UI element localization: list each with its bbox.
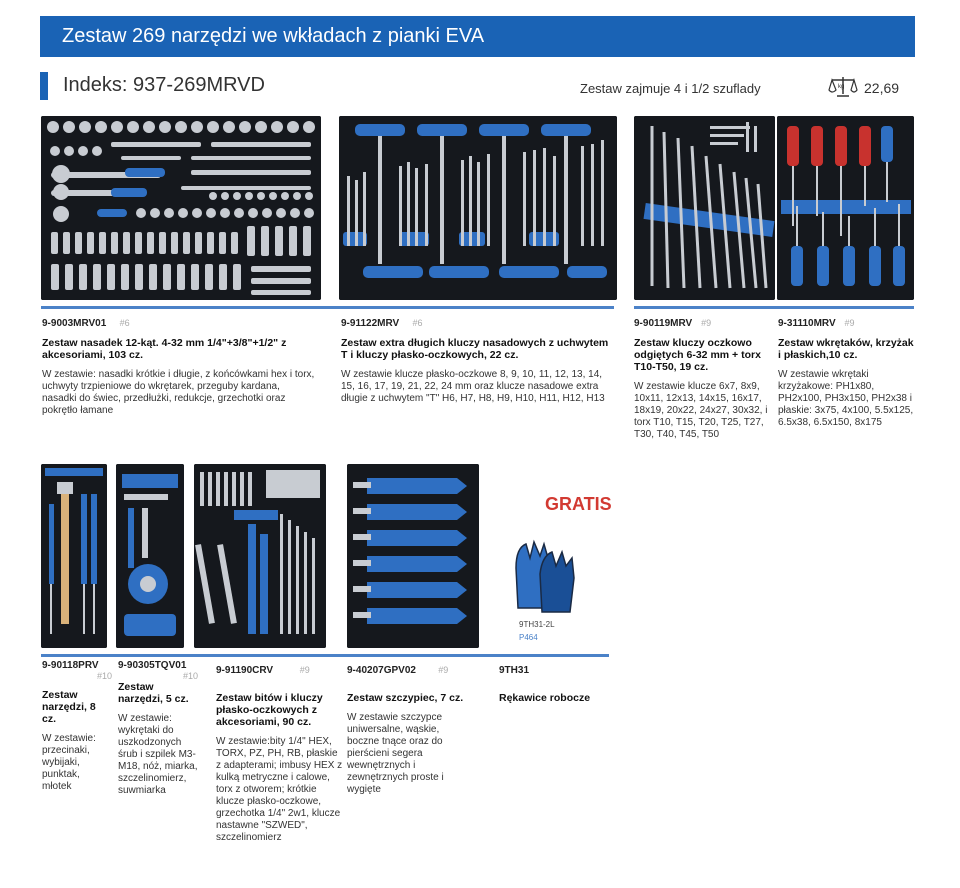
tray-image-screwdrivers (777, 116, 914, 300)
product-code: 9-91122MRV (341, 318, 400, 329)
title-bar (40, 16, 915, 57)
product-title: Zestaw extra długich kluczy nasadowych z uchwytem T i kluczy płasko-oczkowych, 22 cz. (341, 337, 609, 361)
product-title: Zestaw bitów i kluczy płasko-oczkowych z akcesoriami, 90 cz. (216, 692, 323, 728)
tray-image-bits-set (194, 464, 326, 648)
product-title: Zestaw wkrętaków, krzyżak i płaskich,10 cz. (778, 337, 914, 361)
product-code: 9-90119MRV (634, 318, 693, 329)
product-code: 9-9003MRV01 (42, 318, 107, 329)
index-marker (40, 72, 48, 100)
product-number: #6 (412, 318, 423, 328)
product-description: W zestawie wkrętaki krzyżakowe: PH1x80, PH2x100, PH3x150, PH2x38 i płaskie: 3x75, 4x100, 5.5x125, 6.5x38, 6.5x150, 8x175 (778, 369, 914, 428)
glove-code: 9TH31-2L (519, 620, 555, 629)
rule-top-left (41, 306, 614, 309)
index-label: Indeks: 937-269MRVD (63, 74, 265, 96)
product-description: W zestawie: nasadki krótkie i długie, z końcówkami hex i torx, uchwyty trzpieniowe do wkrętarek, przeguby kardana, nasadki do świec, przedłużki, redukcje, grzechotki oraz pokrętło łamane (42, 369, 315, 416)
product-number: #9 (701, 318, 712, 328)
product-number: #10 (96, 671, 112, 681)
weight-scale-icon (828, 74, 858, 100)
gloves-image (512, 538, 578, 618)
product-9TH31 (499, 660, 609, 704)
drawers-info: Zestaw zajmuje 4 i 1/2 szuflady (580, 81, 761, 96)
product-number: #9 (438, 665, 449, 675)
product-code: 9TH31 (499, 665, 530, 676)
tray-image-t-wrenches (339, 116, 617, 300)
product-description: W zestawie klucze 6x7, 8x9, 10x11, 12x13, 14x15, 16x17, 18x19, 20x22, 24x27, 30x32, i torx T10, T15, T20, T25, T27, T30, T40, T45, T50 (634, 381, 768, 440)
weight-value: 22,69 (864, 80, 900, 96)
product-title: Zestaw narzędzi, 8 cz. (42, 689, 96, 725)
product-title: Zestaw kluczy oczkowo odgiętych 6-32 mm + torx T10-T50, 19 cz. (634, 337, 761, 373)
svg-text:kg: kg (838, 84, 845, 90)
product-title: Zestaw nasadek 12-kąt. 4-32 mm 1/4"+3/8"+1/2" z akcesoriami, 103 cz. (42, 337, 287, 361)
product-title: Rękawice robocze (499, 692, 591, 704)
rule-top-right (634, 306, 914, 309)
product-description: W zestawie: wykrętaki do uszkodzonych śrub i szpilek M3-M18, nóż, miarka, szczelinomierz, suwmiarka (118, 713, 198, 796)
product-description: W zestawie szczypce uniwersalne, wąskie, boczne tnące oraz do pierścieni segera wewnętrznych i zewnętrznych proste i wygięte (347, 712, 444, 795)
product-description: W zestawie: przecinaki, wybijaki, punktak, młotek (42, 733, 96, 792)
product-9-90118PRV (42, 660, 112, 793)
product-9-90305TQV01 (118, 660, 198, 797)
tray-image-sockets (41, 116, 321, 300)
tray-image-offset-wrenches (634, 116, 775, 300)
product-code: 9-90118PRV (42, 660, 99, 671)
product-9-90119MRV (634, 313, 772, 441)
product-9-91122MRV (341, 313, 616, 405)
product-description: W zestawie klucze płasko-oczkowe 8, 9, 10, 11, 12, 13, 14, 15, 16, 17, 19, 21, 22, 24 mm oraz klucze nasadowe extra długie z uchwytem "T" H6, H7, H8, H9, H10, H11, H12, H13 (341, 369, 605, 404)
tray-image-extractor-set (116, 464, 184, 648)
product-9-31110MRV (778, 313, 914, 429)
product-number: #9 (844, 318, 855, 328)
product-code: 9-91190CRV (216, 665, 274, 676)
product-title: Zestaw narzędzi, 5 cz. (118, 681, 189, 705)
product-number: #6 (119, 318, 130, 328)
product-number: #10 (182, 671, 198, 681)
page-title: Zestaw 269 narzędzi we wkładach z pianki EVA (62, 25, 485, 47)
product-9-9003MRV01 (42, 313, 317, 417)
product-code: 9-31110MRV (778, 318, 836, 329)
glove-price-code: P464 (519, 633, 538, 642)
product-9-40207GPV02 (347, 660, 471, 796)
tray-image-pliers-set (347, 464, 479, 648)
gratis-label: GRATIS (545, 494, 612, 514)
product-code: 9-40207GPV02 (347, 665, 416, 676)
tray-image-hammer-set (41, 464, 107, 648)
product-number: #9 (299, 665, 310, 675)
product-title: Zestaw szczypiec, 7 cz. (347, 692, 464, 704)
product-description: W zestawie:bity 1/4" HEX, TORX, PZ, PH, RB, płaskie z adapterami; imbusy HEX z kulką metryczne i calowe, torx z otworem; krótkie klucze płasko-oczkowe, grzechotka 1/4" 2w1, klucze nastawne "SZWED", szczelinomierz (216, 736, 343, 843)
rule-bottom (41, 654, 609, 657)
product-9-91190CRV (216, 660, 344, 844)
product-code: 9-90305TQV01 (118, 660, 187, 671)
